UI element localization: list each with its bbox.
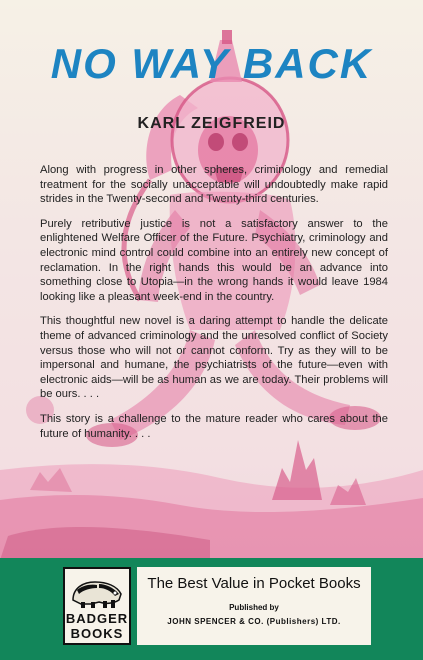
logo-line-1: BADGER xyxy=(65,611,129,626)
logo-line-2: BOOKS xyxy=(70,626,124,641)
publisher-banner xyxy=(137,567,371,645)
tagline: The Best Value in Pocket Books xyxy=(147,575,361,592)
blurb-paragraph: Purely retributive justice is not a satisfactory answer to the enlightened Welfare Officer of the Future. Psychiatry, criminology and electronic mind control could combine into an entirely new concept of reclamation. In the right hands this would be an advance into something close to Utopia—in the wrong hands it would leave 1984 looking like a pleasant week-end in the country. xyxy=(40,217,388,303)
blurb-paragraph: Along with progress in other spheres, criminology and remedial treatment for the socially unacceptable will undoubtedly make rapid strides in the Twenty-second and Twenty-third centuries. xyxy=(40,164,388,206)
blurb-text xyxy=(40,163,388,451)
blurb-paragraph: This thoughtful new novel is a daring attempt to handle the delicate theme of advanced criminology and the unresolved conflict of Society versus those who will not or cannot conform. Try as they will to be impersonal and humane, the psychiatrists of the future—even with electronic aids—will be as human as we are today. Their problems will be ours. . . . xyxy=(40,315,388,401)
badger-books-logo xyxy=(63,567,131,645)
badger-icon xyxy=(69,574,125,610)
publisher-name: JOHN SPENCER & CO. (Publishers) LTD. xyxy=(167,617,341,626)
author-name: KARL ZEIGFREID xyxy=(137,115,286,132)
blurb-paragraph: This story is a challenge to the mature reader who cares about the future of humanity. . . . xyxy=(40,412,388,440)
published-by-label: Published by xyxy=(229,603,279,612)
book-title: NO WAY BACK xyxy=(50,40,373,87)
